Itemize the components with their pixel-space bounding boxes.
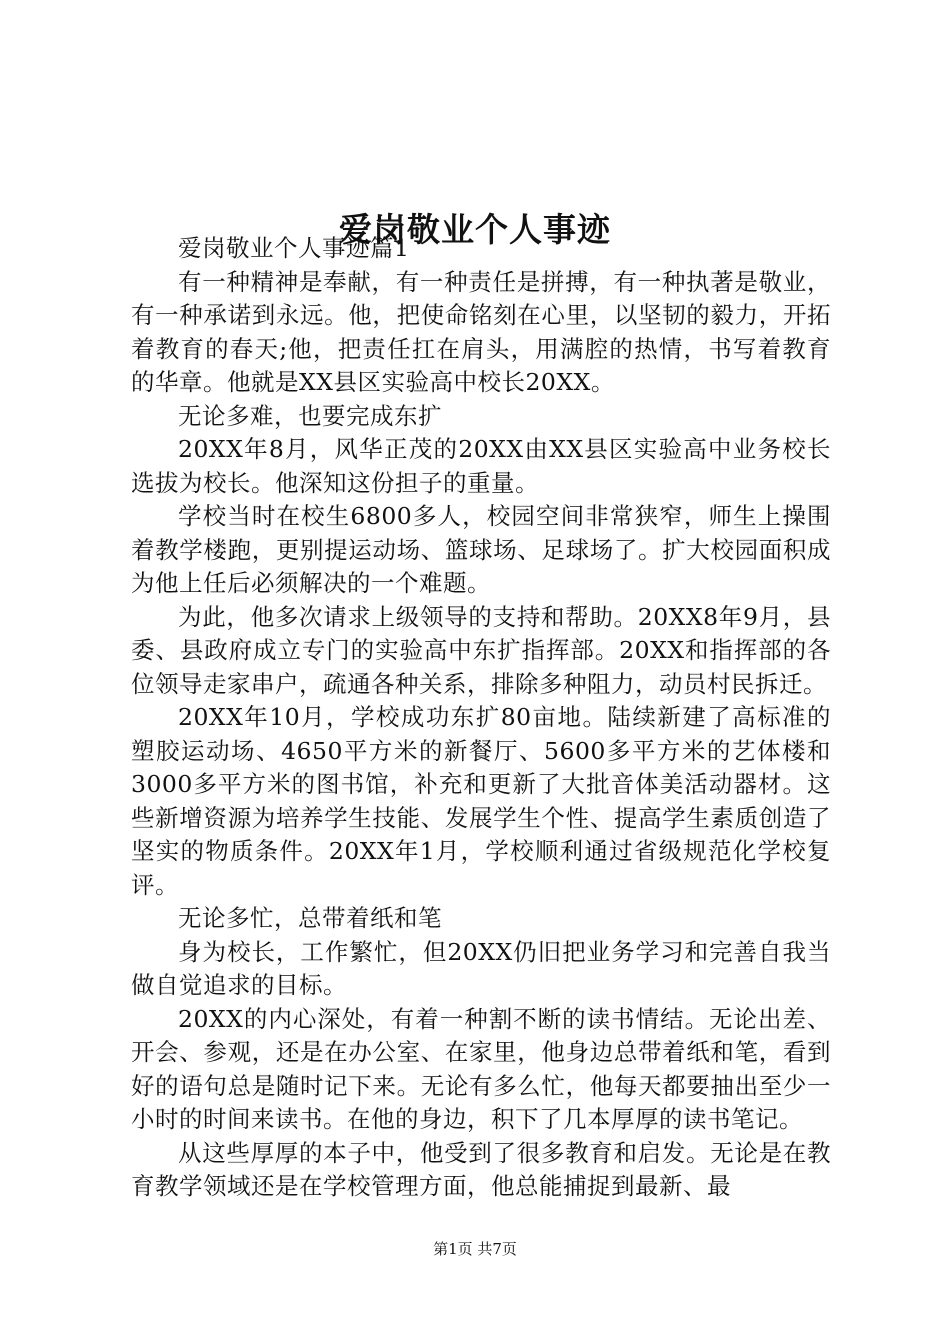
paragraph: 20XX年8月，风华正茂的20XX由XX县区实验高中业务校长选拔为校长。他深知这份担子的重量。 [131,435,831,497]
section-heading: 爱岗敬业个人事迹篇1 [178,234,410,262]
paragraph: 为此，他多次请求上级领导的支持和帮助。20XX8年9月，县委、县政府成立专门的实验高中东扩指挥部。20XX和指挥部的各位领导走家串户，疏通各种关系，排除多种阻力，动员村民拆迁。 [131,602,831,698]
paragraph: 学校当时在校生6800多人，校园空间非常狭窄，师生上操围着教学楼跑，更别提运动场、篮球场、足球场了。扩大校园面积成为他上任后必须解决的一个难题。 [131,502,831,597]
paragraph: 身为校长，工作繁忙，但20XX仍旧把业务学习和完善自我当做自觉追求的目标。 [131,937,831,999]
document-body [131,232,831,1204]
paragraph: 20XX的内心深处，有着一种割不断的读书情结。无论出差、开会、参观，还是在办公室、在家里，他身边总带着纸和笔，看到好的语句总是随时记下来。无论有多么忙，他每天都要抽出至少一小时的时间来读书。在他的身边，积下了几本厚厚的读书笔记。 [131,1004,831,1133]
subheading: 无论多难，也要完成东扩 [178,401,442,430]
paragraph: 从这些厚厚的本子中，他受到了很多教育和启发。无论是在教育教学领域还是在学校管理方面，他总能捕捉到最新、最 [131,1138,831,1200]
page-number-footer: 第1页 共7页 [433,1240,517,1258]
subheading: 无论多忙，总带着纸和笔 [178,904,442,932]
paragraph: 20XX年10月，学校成功东扩80亩地。陆续新建了高标准的塑胶运动场、4650平方米的新餐厅、5600多平方米的艺体楼和3000多平方米的图书馆，补充和更新了大批音体美活动器材。这些新增资源为培养学生技能、发展学生个性、提高学生素质创造了坚实的物质条件。20XX年1月，学校顺利通过省级规范化学校复评。 [131,703,831,899]
document-title: 爱岗敬业个人事迹 [339,210,611,250]
paragraph: 有一种精神是奉献，有一种责任是拼搏，有一种执著是敬业，有一种承诺到永远。他，把使命铭刻在心里，以坚韧的毅力，开拓着教育的春天;他，把责任扛在肩头，用满腔的热情，书写着教育的华章。他就是XX县区实验高中校长20XX。 [131,267,831,396]
